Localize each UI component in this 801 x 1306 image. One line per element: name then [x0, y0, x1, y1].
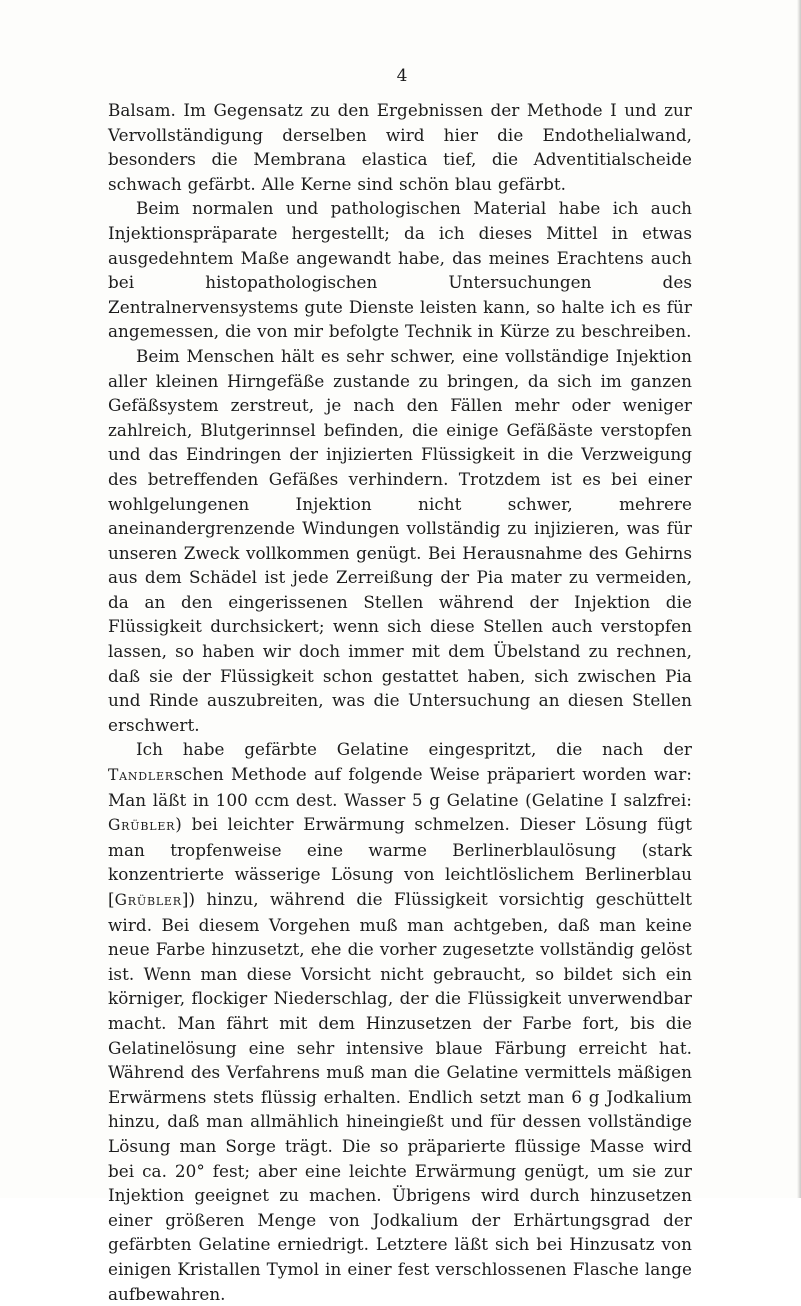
- author-name-tandler: Tandler: [108, 766, 174, 785]
- author-name-gruebler-2: Grübler: [114, 891, 182, 909]
- paragraph-3: Beim Menschen hält es sehr schwer, eine vollständige Injektion aller kleinen Hirngefäße zustande zu bringen, da sich im ganzen Gefäßsystem zerstreut, je nach den Fällen mehr oder weniger zahlreich, Blutgerinnsel befinden, die einige Gefäßäste verstopfen und das Eindringen der injizierten Flüssigkeit in die Verzweigung des betreffenden Gefäßes verhindern. Trotzdem ist es bei einer wohlgelungenen Injektion nicht schwer, mehrere aneinandergrenzende Windungen vollständig zu injizieren, was für unseren Zweck vollkommen genügt. Bei Herausnahme des Gehirns aus dem Schädel ist jede Zerreißung der Pia mater zu vermeiden, da an den eingerissenen Stellen während der Injektion die Flüssigkeit durchsickert; wenn sich diese Stellen auch verstopfen lassen, so haben wir doch immer mit dem Übelstand zu rechnen, daß sie der Flüssigkeit schon gestattet haben, sich zwischen Pia und Rinde auszubreiten, was die Untersuchung an diesen Stellen erschwert.: [108, 345, 692, 735]
- page-number: 4: [396, 66, 408, 86]
- paragraph-4-text-4: ]) hinzu, während die Flüssigkeit vorsichtig geschüttelt wird. Bei diesem Vorgehen muß man achtgeben, daß man keine neue Farbe hinzusetzt, ehe die vorher zugesetzte vollständig gelöst ist. Wenn man diese Vorsicht nicht gebraucht, so bildet sich ein körniger, flockiger Niederschlag, der die Flüssigkeit unverwendbar macht. Man fährt mit dem Hinzusetzen der Farbe fort, bis die Gelatinelösung eine sehr intensive blaue Färbung erreicht hat. Während des Verfahrens muß man die Gelatine vermittels mäßigen Erwärmens stets flüssig erhalten. Endlich setzt man 6 g Jodkalium hinzu, daß man allmählich hineingießt und für dessen vollständige Lösung man Sorge trägt. Die so präparierte flüssige Masse wird bei ca. 20° fest; aber eine leichte Erwärmung genügt, um sie zur Injektion geeignet zu machen. Übrigens wird durch hinzusetzen einer größeren Menge von Jodkalium der Erhärtungsgrad der gefärbten Gelatine erniedrigt. Letztere läßt sich bei Hinzusatz von einigen Kristallen Tymol in einer fest verschlossenen Flasche lange aufbewahren.: [108, 889, 692, 1304]
- author-name-gruebler: Grübler: [108, 816, 176, 835]
- body-text: [108, 98, 692, 1306]
- paragraph-4-text-2: schen Methode auf folgende Weise präpariert worden war: Man läßt in 100 ccm dest. Wasser 5 g Gelatine (Gelatine I salzfrei:: [108, 764, 692, 810]
- paragraph-4: [108, 737, 692, 1306]
- paragraph-1: Balsam. Im Gegensatz zu den Ergebnissen der Methode I und zur Vervollständigung derselben wird hier die Endothelialwand, besonders die Membrana elastica tief, die Adventitialscheide schwach gefärbt. Alle Kerne sind schön blau gefärbt.: [108, 100, 692, 194]
- paragraph-4-text-3: ) bei leichter Erwärmung schmelzen. Dieser Lösung fügt man tropfenweise eine warme Berlinerblaulösung (stark konzentrierte wässerige Lösung von leichtlöslichem Berlinerblau [: [108, 814, 692, 909]
- paragraph-2: Beim normalen und pathologischen Material habe ich auch Injektionspräparate hergestellt; da ich dieses Mittel in etwas ausgedehntem Maße angewandt habe, das meines Erachtens auch bei histopathologischen Untersuchungen des Zentralnervensystems gute Dienste leisten kann, so halte ich es für angemessen, die von mir befolgte Technik in Kürze zu beschreiben.: [108, 198, 692, 342]
- paragraph-4-text-1: Ich habe gefärbte Gelatine eingespritzt, die nach der: [136, 739, 692, 760]
- page-edge-shadow: [797, 0, 801, 1198]
